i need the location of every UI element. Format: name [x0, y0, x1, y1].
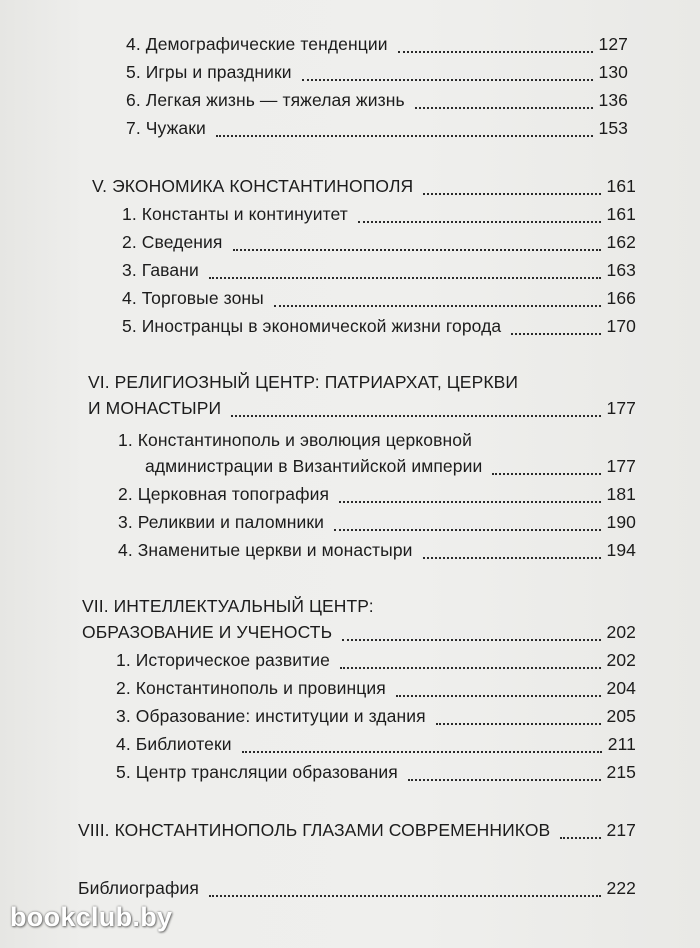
toc-entry — [118, 508, 636, 534]
toc-entry-page: 136 — [598, 90, 628, 110]
toc-entry-page: 211 — [607, 734, 636, 754]
dot-leader — [492, 473, 600, 475]
toc-chapter — [92, 172, 636, 198]
toc-entry-page: 190 — [606, 512, 636, 532]
toc-chapter-title: VIII. КОНСТАНТИНОПОЛЬ ГЛАЗАМИ СОВРЕМЕННИКОВ — [78, 820, 551, 840]
toc-entry-page: 215 — [606, 762, 636, 782]
toc-entry — [116, 646, 636, 672]
toc-entry-title: 4. Демографические тенденции — [126, 34, 388, 54]
toc-entry-title: 1. Константы и континуитет — [122, 204, 348, 224]
toc-entry-page: 202 — [606, 650, 636, 670]
dot-leader — [340, 667, 601, 669]
dot-leader — [342, 639, 600, 641]
dot-leader — [242, 751, 602, 753]
toc-entry-page: 181 — [606, 484, 636, 504]
toc-entry-title: 2. Церковная топография — [118, 484, 330, 504]
dot-leader — [231, 415, 600, 417]
toc-entry — [126, 58, 628, 84]
toc-entry-title: 5. Игры и праздники — [126, 62, 292, 82]
dot-leader — [233, 249, 601, 251]
toc-entry — [122, 312, 636, 338]
toc-entry-title: 3. Гавани — [122, 260, 199, 280]
toc-entry-page: 205 — [606, 706, 636, 726]
toc-entry-title: 3. Реликвии и паломники — [118, 512, 325, 532]
toc-entry-title: 5. Центр трансляции образования — [116, 762, 398, 782]
dot-leader — [339, 501, 600, 503]
dot-leader — [511, 333, 600, 335]
dot-leader — [334, 529, 600, 531]
toc-entry-title: 3. Образование: институции и здания — [116, 706, 426, 726]
toc-entry-page: 194 — [606, 540, 636, 560]
toc-entry-title: 4. Торговые зоны — [122, 288, 264, 308]
toc-entry-title: 6. Легкая жизнь — тяжелая жизнь — [126, 90, 405, 110]
toc-entry-title: 4. Знаменитые церкви и монастыри — [118, 540, 413, 560]
toc-chapter-page: 177 — [606, 398, 636, 418]
dot-leader — [560, 837, 600, 839]
dot-leader — [408, 779, 601, 781]
toc-chapter-title-line2: И МОНАСТЫРИ — [88, 398, 222, 418]
toc-entry — [126, 86, 628, 112]
toc-entry — [126, 30, 628, 56]
toc-entry-title: 7. Чужаки — [126, 118, 206, 138]
toc-bibliography — [78, 874, 636, 900]
dot-leader — [423, 557, 601, 559]
toc-chapter-title-line1: VII. ИНТЕЛЛЕКТУАЛЬНЫЙ ЦЕНТР: — [82, 596, 374, 616]
toc-chapter — [82, 618, 636, 644]
dot-leader — [274, 305, 601, 307]
toc-bibliography-title: Библиография — [78, 878, 199, 898]
toc-entry-page: 127 — [598, 34, 628, 54]
toc-entry-page: 161 — [606, 204, 636, 224]
toc-entry — [145, 452, 636, 478]
toc-entry-page: 166 — [606, 288, 636, 308]
toc-chapter — [78, 816, 636, 842]
toc-chapter-page: 161 — [606, 176, 636, 196]
toc-entry-page: 162 — [606, 232, 636, 252]
toc-entry-page: 163 — [606, 260, 636, 280]
dot-leader — [423, 193, 600, 195]
dot-leader — [209, 277, 601, 279]
toc-chapter-page: 202 — [606, 622, 636, 642]
watermark-logo: bookclub.by — [10, 902, 173, 932]
toc-entry-title: 1. Историческое развитие — [116, 650, 330, 670]
dot-leader — [216, 135, 593, 137]
toc-chapter-title-line2: ОБРАЗОВАНИЕ И УЧЕНОСТЬ — [82, 622, 333, 642]
toc-entry — [118, 480, 636, 506]
toc-entry — [122, 284, 636, 310]
dot-leader — [396, 695, 601, 697]
toc-entry — [122, 228, 636, 254]
toc-entry — [118, 536, 636, 562]
toc-chapter-page: 217 — [606, 820, 636, 840]
dot-leader — [209, 895, 601, 897]
dot-leader — [415, 107, 593, 109]
toc-bibliography-page: 222 — [606, 878, 636, 898]
toc-chapter-title: V. ЭКОНОМИКА КОНСТАНТИНОПОЛЯ — [92, 176, 414, 196]
toc-entry — [116, 758, 636, 784]
toc-entry-title: 5. Иностранцы в экономической жизни города — [122, 316, 502, 336]
toc-entry-title-line2: администрации в Византийской империи — [145, 456, 483, 476]
toc-entry — [116, 674, 636, 700]
dot-leader — [302, 79, 593, 81]
toc-entry-page: 204 — [606, 678, 636, 698]
toc-entry-page: 170 — [606, 316, 636, 336]
toc-entry-title-line1: 1. Константинополь и эволюция церковной — [118, 430, 472, 450]
toc-entry — [116, 730, 636, 756]
toc-entry — [122, 256, 636, 282]
dot-leader — [436, 723, 601, 725]
toc-chapter-title-line1: VI. РЕЛИГИОЗНЫЙ ЦЕНТР: ПАТРИАРХАТ, ЦЕРКВИ — [88, 372, 519, 392]
toc-entry-title: 2. Сведения — [122, 232, 223, 252]
dot-leader — [398, 51, 593, 53]
toc-entry-page: 177 — [606, 456, 636, 476]
toc-entry-page: 153 — [598, 118, 628, 138]
toc-entry — [126, 114, 628, 140]
toc-chapter — [88, 394, 636, 420]
toc-entry-title: 4. Библиотеки — [116, 734, 232, 754]
toc-entry-page: 130 — [598, 62, 628, 82]
toc-entry — [116, 702, 636, 728]
dot-leader — [358, 221, 601, 223]
toc-entry — [122, 200, 636, 226]
toc-entry-title: 2. Константинополь и провинция — [116, 678, 386, 698]
